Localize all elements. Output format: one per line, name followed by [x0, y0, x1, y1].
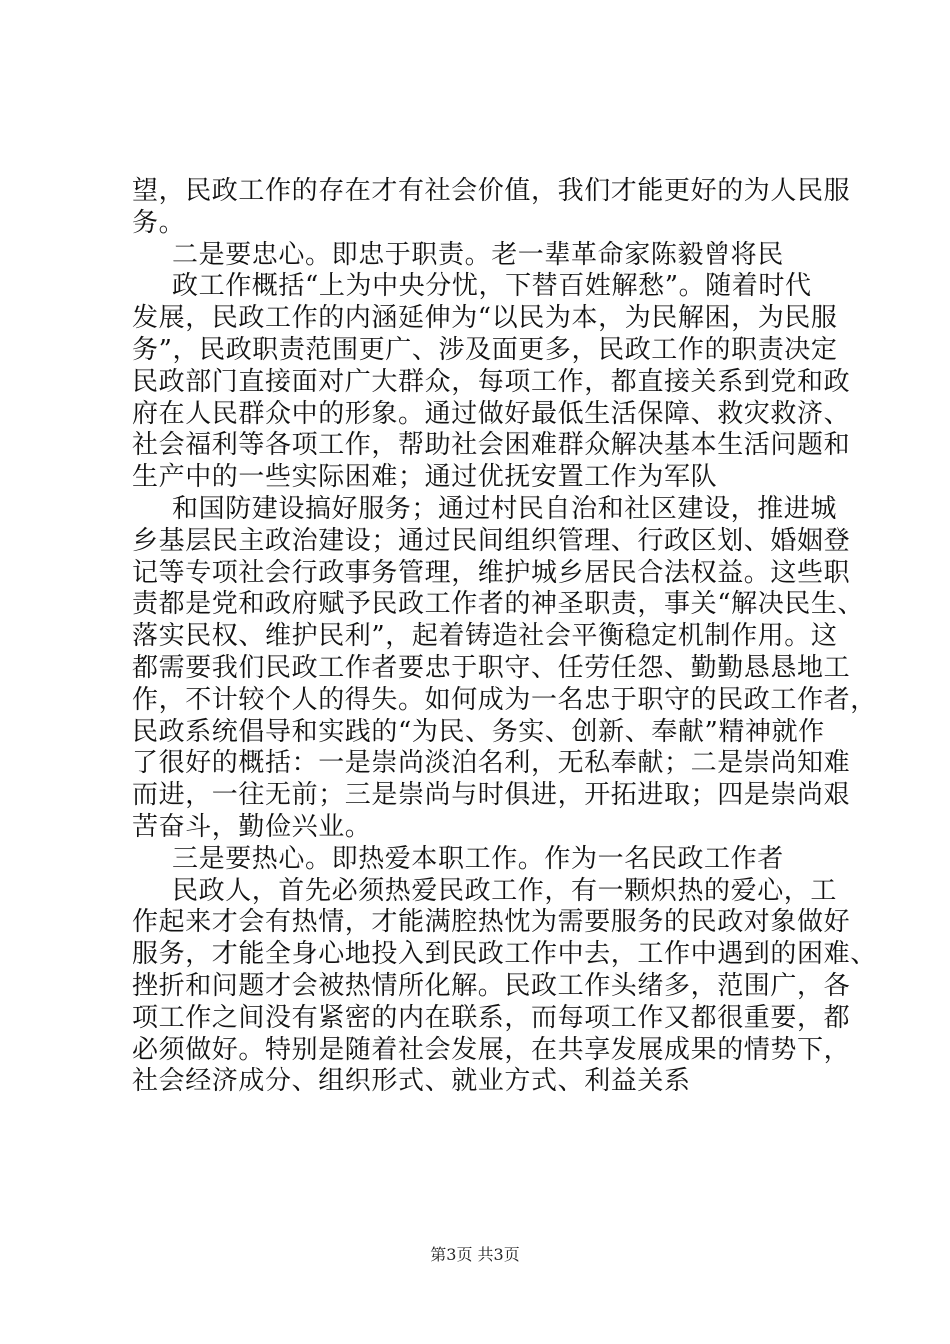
page-footer: 第3页 共3页 — [430, 1245, 520, 1264]
text-line: 三是要热心。即热爱本职工作。作为一名民政工作者 — [172, 843, 784, 874]
text-line: 服务，才能全身心地投入到民政工作中去，工作中遇到的困难、 — [132, 939, 877, 970]
text-line: 挫折和问题才会被热情所化解。民政工作头绪多，范围广，各 — [132, 970, 851, 1001]
text-line: 二是要忠心。即忠于职责。老一辈革命家陈毅曾将民 — [172, 239, 784, 270]
text-line: 项工作之间没有紧密的内在联系，而每项工作又都很重要，都 — [132, 1002, 851, 1033]
text-line: 社会福利等各项工作，帮助社会困难群众解决基本生活问题和 — [132, 430, 851, 461]
text-line: 苦奋斗，勤俭兴业。 — [132, 811, 372, 842]
text-line: 都需要我们民政工作者要忠于职守、任劳任怨、勤勤恳恳地工 — [132, 652, 851, 683]
text-line: 发展，民政工作的内涵延伸为“以民为本，为民解困，为民服 — [132, 303, 838, 334]
text-line: 责都是党和政府赋予民政工作者的神圣职责，事关“解决民生、 — [132, 589, 865, 620]
text-line: 民政系统倡导和实践的“为民、务实、创新、奉献”精神就作 — [132, 716, 825, 747]
text-line: 必须做好。特别是随着社会发展，在共享发展成果的情势下， — [132, 1034, 851, 1065]
text-line: 落实民权、维护民利”，起着铸造社会平衡稳定机制作用。这 — [132, 621, 838, 652]
text-line: 乡基层民主政治建设；通过民间组织管理、行政区划、婚姻登 — [132, 525, 851, 556]
text-line: 和国防建设搞好服务；通过村民自治和社区建设，推进城 — [172, 493, 838, 524]
text-line: 望，民政工作的存在才有社会价值，我们才能更好的为人民服 — [132, 176, 851, 206]
text-line: 务。 — [132, 207, 186, 238]
text-line: 府在人民群众中的形象。通过做好最低生活保障、救灾救济、 — [132, 398, 851, 429]
text-line: 政工作概括“上为中央分忧，下替百姓解愁”。随着时代 — [172, 271, 812, 302]
text-line: 生产中的一些实际困难；通过优抚安置工作为军队 — [132, 462, 718, 493]
text-line: 务”，民政职责范围更广、涉及面更多，民政工作的职责决定 — [132, 334, 838, 365]
text-line: 了很好的概括：一是崇尚淡泊名利，无私奉献；二是崇尚知难 — [132, 748, 851, 779]
text-line: 民政部门直接面对广大群众，每项工作，都直接关系到党和政 — [132, 366, 851, 397]
text-line: 民政人，首先必须热爱民政工作，有一颗炽热的爱心，工 — [172, 875, 838, 906]
text-line: 记等专项社会行政事务管理，维护城乡居民合法权益。这些职 — [132, 557, 851, 588]
text-line: 社会经济成分、组织形式、就业方式、利益关系 — [132, 1066, 691, 1097]
text-line: 作起来才会有热情，才能满腔热忱为需要服务的民政对象做好 — [132, 907, 851, 938]
text-line: 作，不计较个人的得失。如何成为一名忠于职守的民政工作者， — [132, 684, 877, 715]
text-line: 而进，一往无前；三是崇尚与时俱进，开拓进取；四是崇尚艰 — [132, 780, 851, 811]
document-body — [132, 176, 877, 1098]
